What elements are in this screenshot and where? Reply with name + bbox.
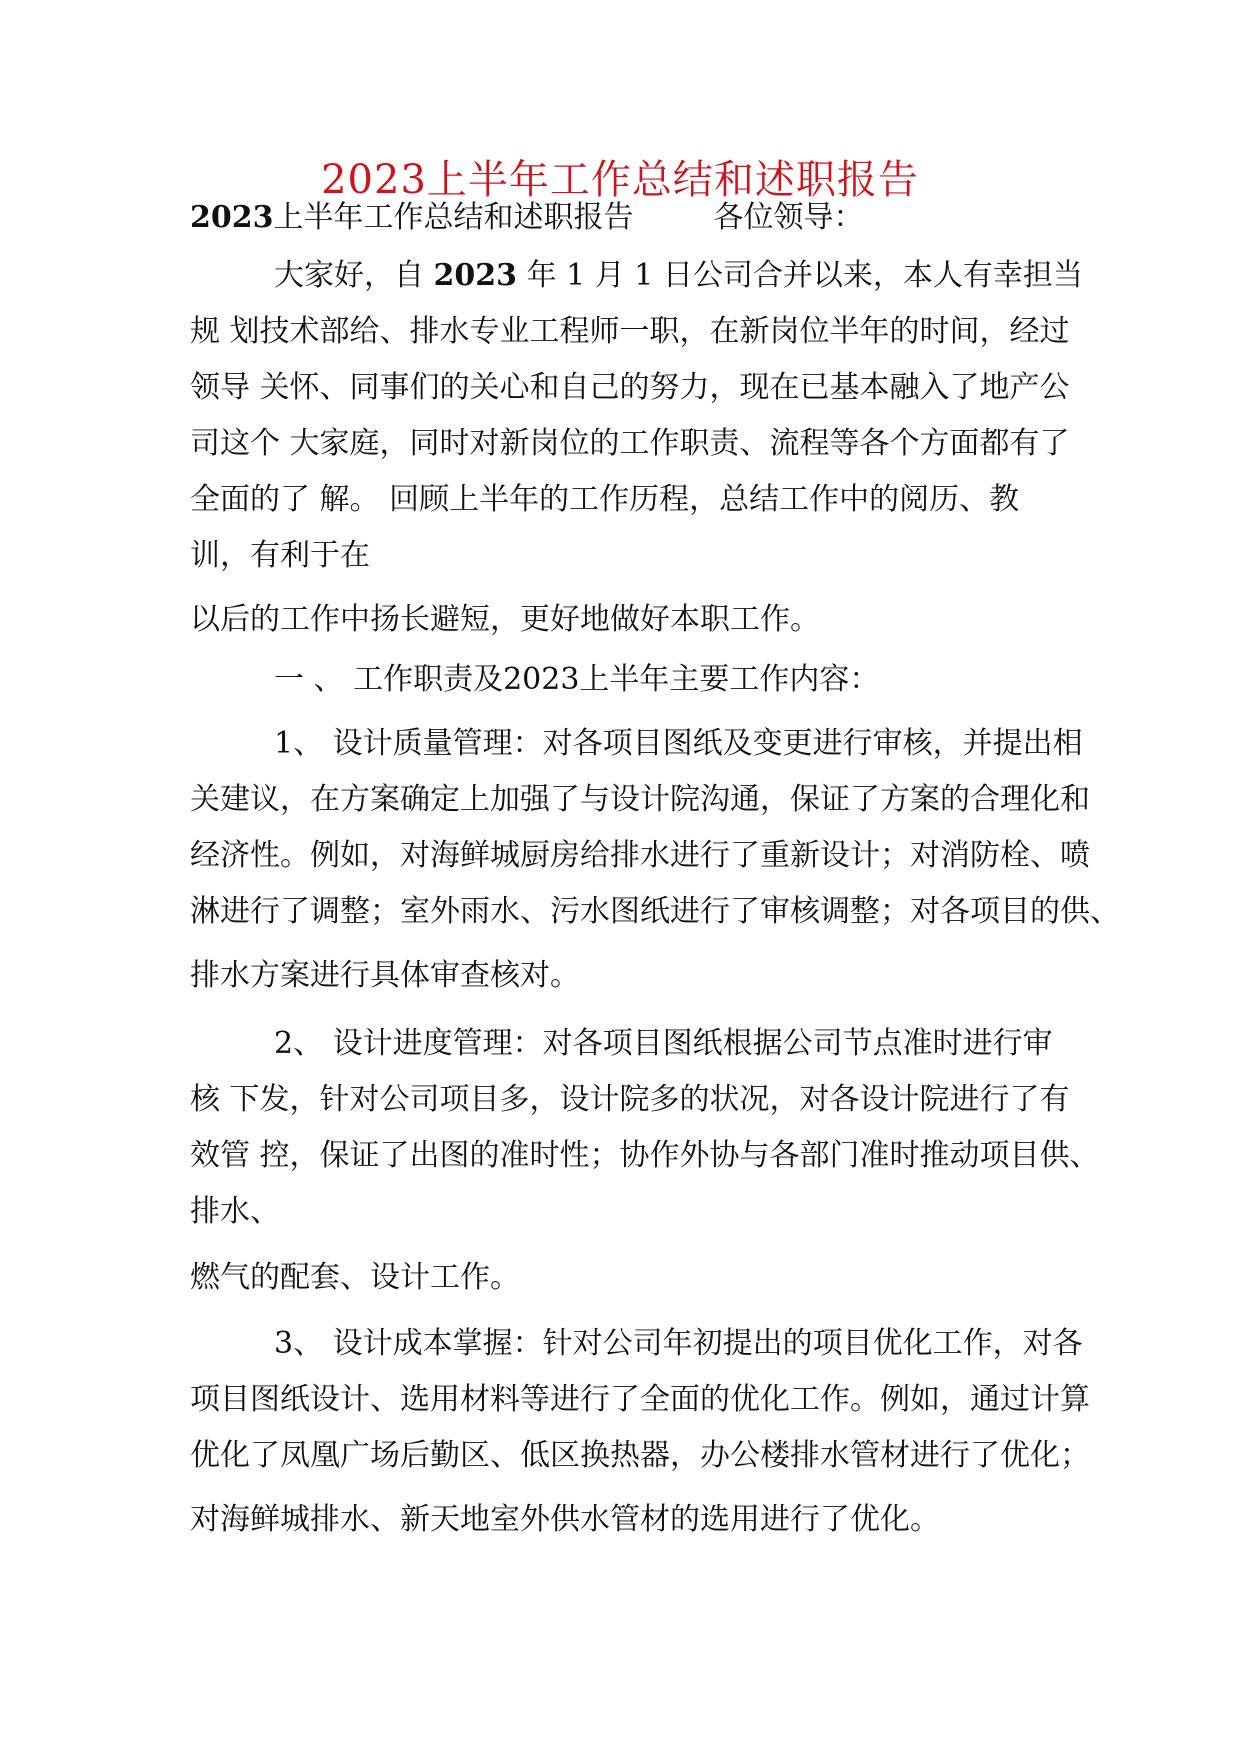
item1-line-5: 排水方案进行具体审查核对。 xyxy=(190,958,580,993)
subtitle-line xyxy=(190,198,1070,238)
item3-line-2: 项目图纸设计、选用材料等进行了全面的优化工作。例如，通过计算 xyxy=(190,1382,1090,1417)
item1-line-2: 关建议，在方案确定上加强了与设计院沟通，保证了方案的合理化和 xyxy=(190,782,1090,817)
item3-line-4: 对海鲜城排水、新天地室外供水管材的选用进行了优化。 xyxy=(190,1502,940,1537)
item2-line-2: 核 下发，针对公司项目多，设计院多的状况，对各设计院进行了有 xyxy=(190,1082,1070,1117)
intro-line-1 xyxy=(274,256,1083,296)
salutation: 各位领导： xyxy=(713,200,864,235)
intro-line-5: 全面的了 解。 回顾上半年的工作历程，总结工作中的阅历、教 xyxy=(190,482,1020,517)
item3-line-3: 优化了凤凰广场后勤区、低区换热器，办公楼排水管材进行了优化； xyxy=(190,1438,1090,1473)
intro-line-2: 规 划技术部给、排水专业工程师一职，在新岗位半年的时间，经过 xyxy=(190,314,1070,349)
subtitle-title: 上半年工作总结和述职报告 xyxy=(273,200,634,235)
item3-line-1: 3、 设计成本掌握：针对公司年初提出的项目优化工作，对各 xyxy=(274,1326,1083,1361)
item1-line-3: 经济性。例如，对海鲜城厨房给排水进行了重新设计；对消防栓、喷 xyxy=(190,838,1090,873)
intro-line-3: 领导 关怀、同事们的关心和自己的努力，现在已基本融入了地产公 xyxy=(190,370,1070,405)
subtitle-year: 2023 xyxy=(190,200,274,235)
intro-line-7: 以后的工作中扬长避短，更好地做好本职工作。 xyxy=(190,602,820,637)
document-title: 2023上半年工作总结和述职报告 xyxy=(321,157,919,203)
item2-line-1: 2、 设计进度管理：对各项目图纸根据公司节点准时进行审 xyxy=(274,1026,1053,1061)
item2-line-5: 燃气的配套、设计工作。 xyxy=(190,1260,520,1295)
item2-line-4: 排水、 xyxy=(190,1194,280,1229)
intro-year: 2023 xyxy=(433,258,518,293)
item2-line-3: 效管 控，保证了出图的准时性；协作外协与各部门准时推动项目供、 xyxy=(190,1138,1100,1173)
intro-line-4: 司这个 大家庭，同时对新岗位的工作职责、流程等各个方面都有了 xyxy=(190,426,1070,461)
item1-line-4: 淋进行了调整；室外雨水、污水图纸进行了审核调整；对各项目的供、 xyxy=(190,894,1120,929)
intro-text-a: 大家好，自 xyxy=(274,258,434,293)
intro-line-6: 训，有利于在 xyxy=(190,538,370,573)
section-heading: 一 、 工作职责及2023上半年主要工作内容： xyxy=(274,662,880,697)
intro-text-b: 年 1 月 1 日公司合并以来，本人有幸担当 xyxy=(517,258,1083,293)
item1-line-1: 1、 设计质量管理：对各项目图纸及变更进行审核，并提出相 xyxy=(274,726,1083,761)
